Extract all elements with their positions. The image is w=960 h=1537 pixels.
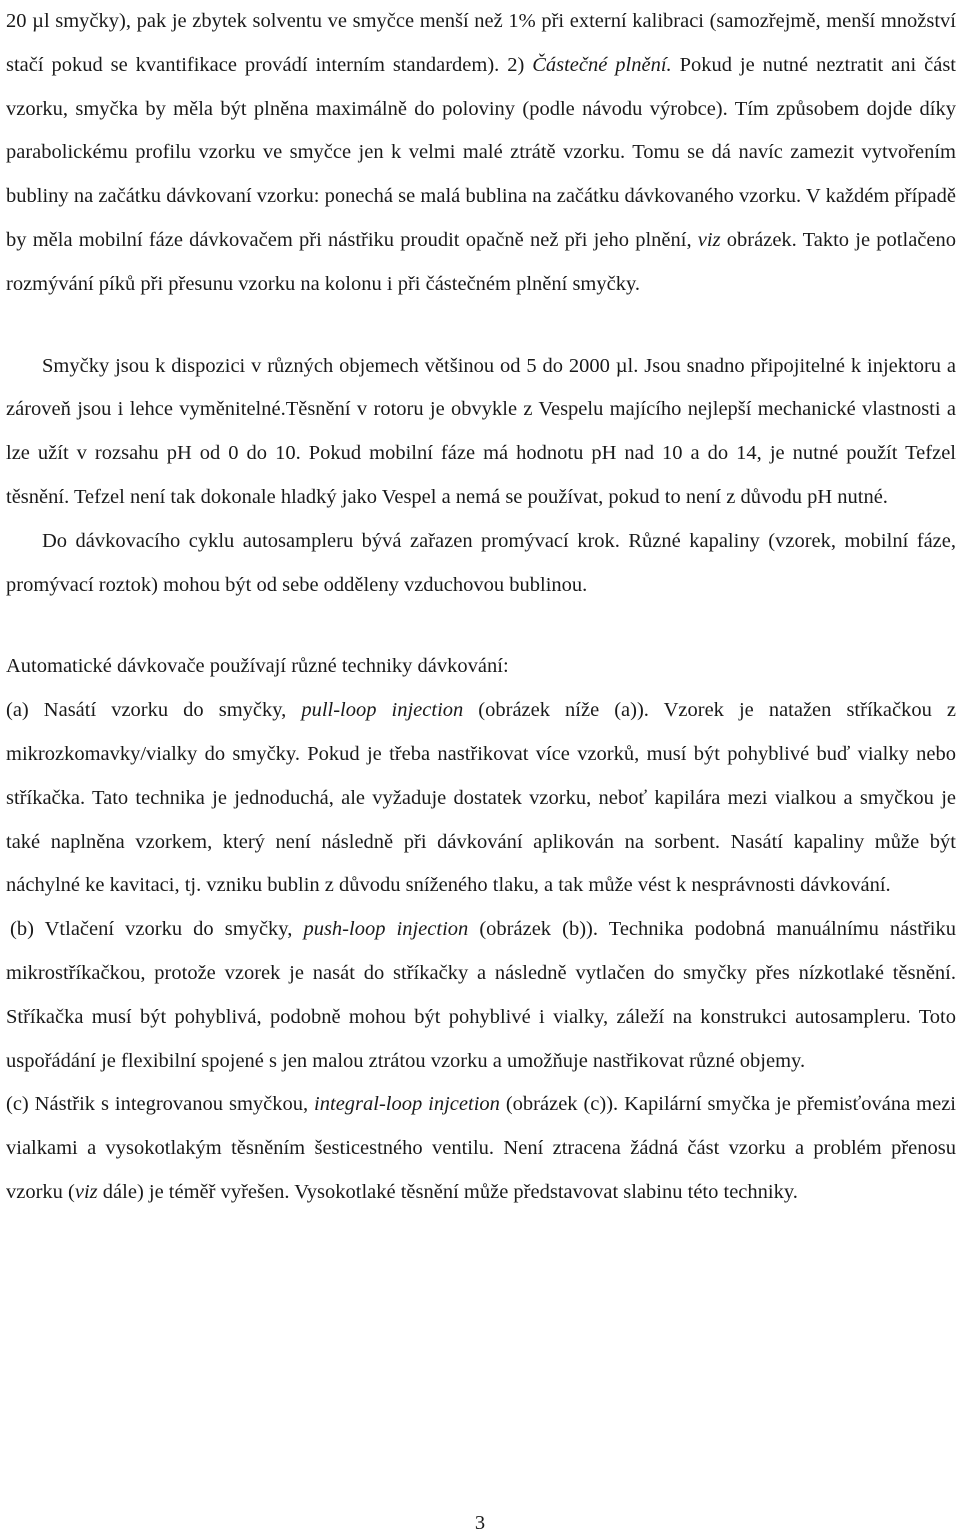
italic-term: pull-loop injection <box>301 699 464 722</box>
text-run: dále) je téměř vyřešen. Vysokotlaké těsnění může představovat slabinu této techniky. <box>97 1180 798 1203</box>
text-run: Pokud je nutné neztratit ani část vzorku, smyčka by měla být plněna maximálně do poloviny (podle návodu výrobce). Tím způsobem dojde díky parabolickému profilu vzorku ve smyčce jen k velmi malé ztrátě vzorku. Tomu se dá navíc zamezit vytvořením bubliny na začátku dávkovaní vzorku: ponechá se malá bublina na začátku dávkovaného vzorku. V každém případě by měla mobilní fáze dávkovačem při nástřiku proudit opačně než při jeho plnění, <box>6 53 956 251</box>
paragraph-loop-filling <box>6 0 956 307</box>
text-run: obrázek. Takto je potlačeno rozmývání píků při přesunu vzorku na kolonu i při částečném plnění smyčky. <box>6 228 956 295</box>
paragraph-wash-step: Do dávkovacího cyklu autosampleru bývá zařazen promývací krok. Různé kapaliny (vzorek, mobilní fáze, promývací roztok) mohou být od sebe odděleny vzduchovou bublinou. <box>6 529 956 596</box>
italic-term: Částečné plnění. <box>532 53 672 76</box>
text-run: (c) Nástřik s integrovanou smyčkou, <box>6 1093 315 1116</box>
paragraph-techniques-intro: Automatické dávkovače používají různé techniky dávkování: <box>6 655 509 678</box>
italic-term: integral-loop injcetion <box>314 1093 500 1116</box>
paragraph-integral-loop <box>6 1083 956 1214</box>
italic-term: push-loop injection <box>303 918 469 941</box>
text-run: (b) Vtlačení vzorku do smyčky, <box>10 918 304 941</box>
text-run: (a) Nasátí vzorku do smyčky, <box>6 699 302 722</box>
document-page <box>6 0 956 1215</box>
paragraph-pull-loop <box>6 689 956 908</box>
italic-term: viz <box>74 1180 98 1203</box>
italic-term: viz <box>697 228 721 251</box>
text-run: (obrázek (c)). Kapilární smyčka je přemisťována mezi vialkami a vysokotlakým těsněním šesticestného ventilu. Není ztracena žádná část vzorku a problém přenosu vzorku ( <box>6 1093 956 1203</box>
text-run: (obrázek níže (a)). Vzorek je natažen stříkačkou z mikrozkomavky/vialky do smyčky. Pokud je třeba nastřikovat více vzorků, musí být pohyblivé buď vialky nebo stříkačka. Tato technika je jednoduchá, ale vyžaduje dostatek vzorku, neboť kapilára mezi vialkou a smyčkou je také naplněna vzorkem, který není následně při dávkování aplikován na sorbent. Nasátí kapaliny může být náchylné ke kavitaci, tj. vzniku bublin z důvodu sníženého tlaku, a tak může vést k nesprávnosti dávkování. <box>6 699 956 897</box>
text-run: 20 µl smyčky), pak je zbytek solventu ve smyčce menší než 1% při externí kalibraci (samozřejmě, menší množství stačí pokud se kvantifikace provádí interním standardem). 2) <box>6 10 956 76</box>
paragraph-push-loop <box>6 908 956 1083</box>
paragraph-loop-volumes: Smyčky jsou k dispozici v různých objemech většinou od 5 do 2000 µl. Jsou snadno připojitelné k injektoru a zároveň jsou i lehce vyměnitelné.Těsnění v rotoru je obvykle z Vespelu majícího nejlepší mechanické vlastnosti a lze užít v rozsahu pH od 0 do 10. Pokud mobilní fáze má hodnotu pH nad 10 a do 14, je nutné použít Tefzel těsnění. Tefzel není tak dokonale hladký jako Vespel a nemá se používat, pokud to není z důvodu pH nutné. <box>6 354 956 508</box>
text-run: (obrázek (b)). Technika podobná manuálnímu nástřiku mikrostříkačkou, protože vzorek je nasát do stříkačky a následně vytlačen do smyčky přes nízkotlaké těsnění. Stříkačka musí být pohyblivá, podobně mohou být pohyblivé i vialky, záleží na konstrukci autosampleru. Toto uspořádání je flexibilní spojené s jen malou ztrátou vzorku a umožňuje nastřikovat různé objemy. <box>6 918 956 1072</box>
page-number: 3 <box>474 1512 486 1534</box>
